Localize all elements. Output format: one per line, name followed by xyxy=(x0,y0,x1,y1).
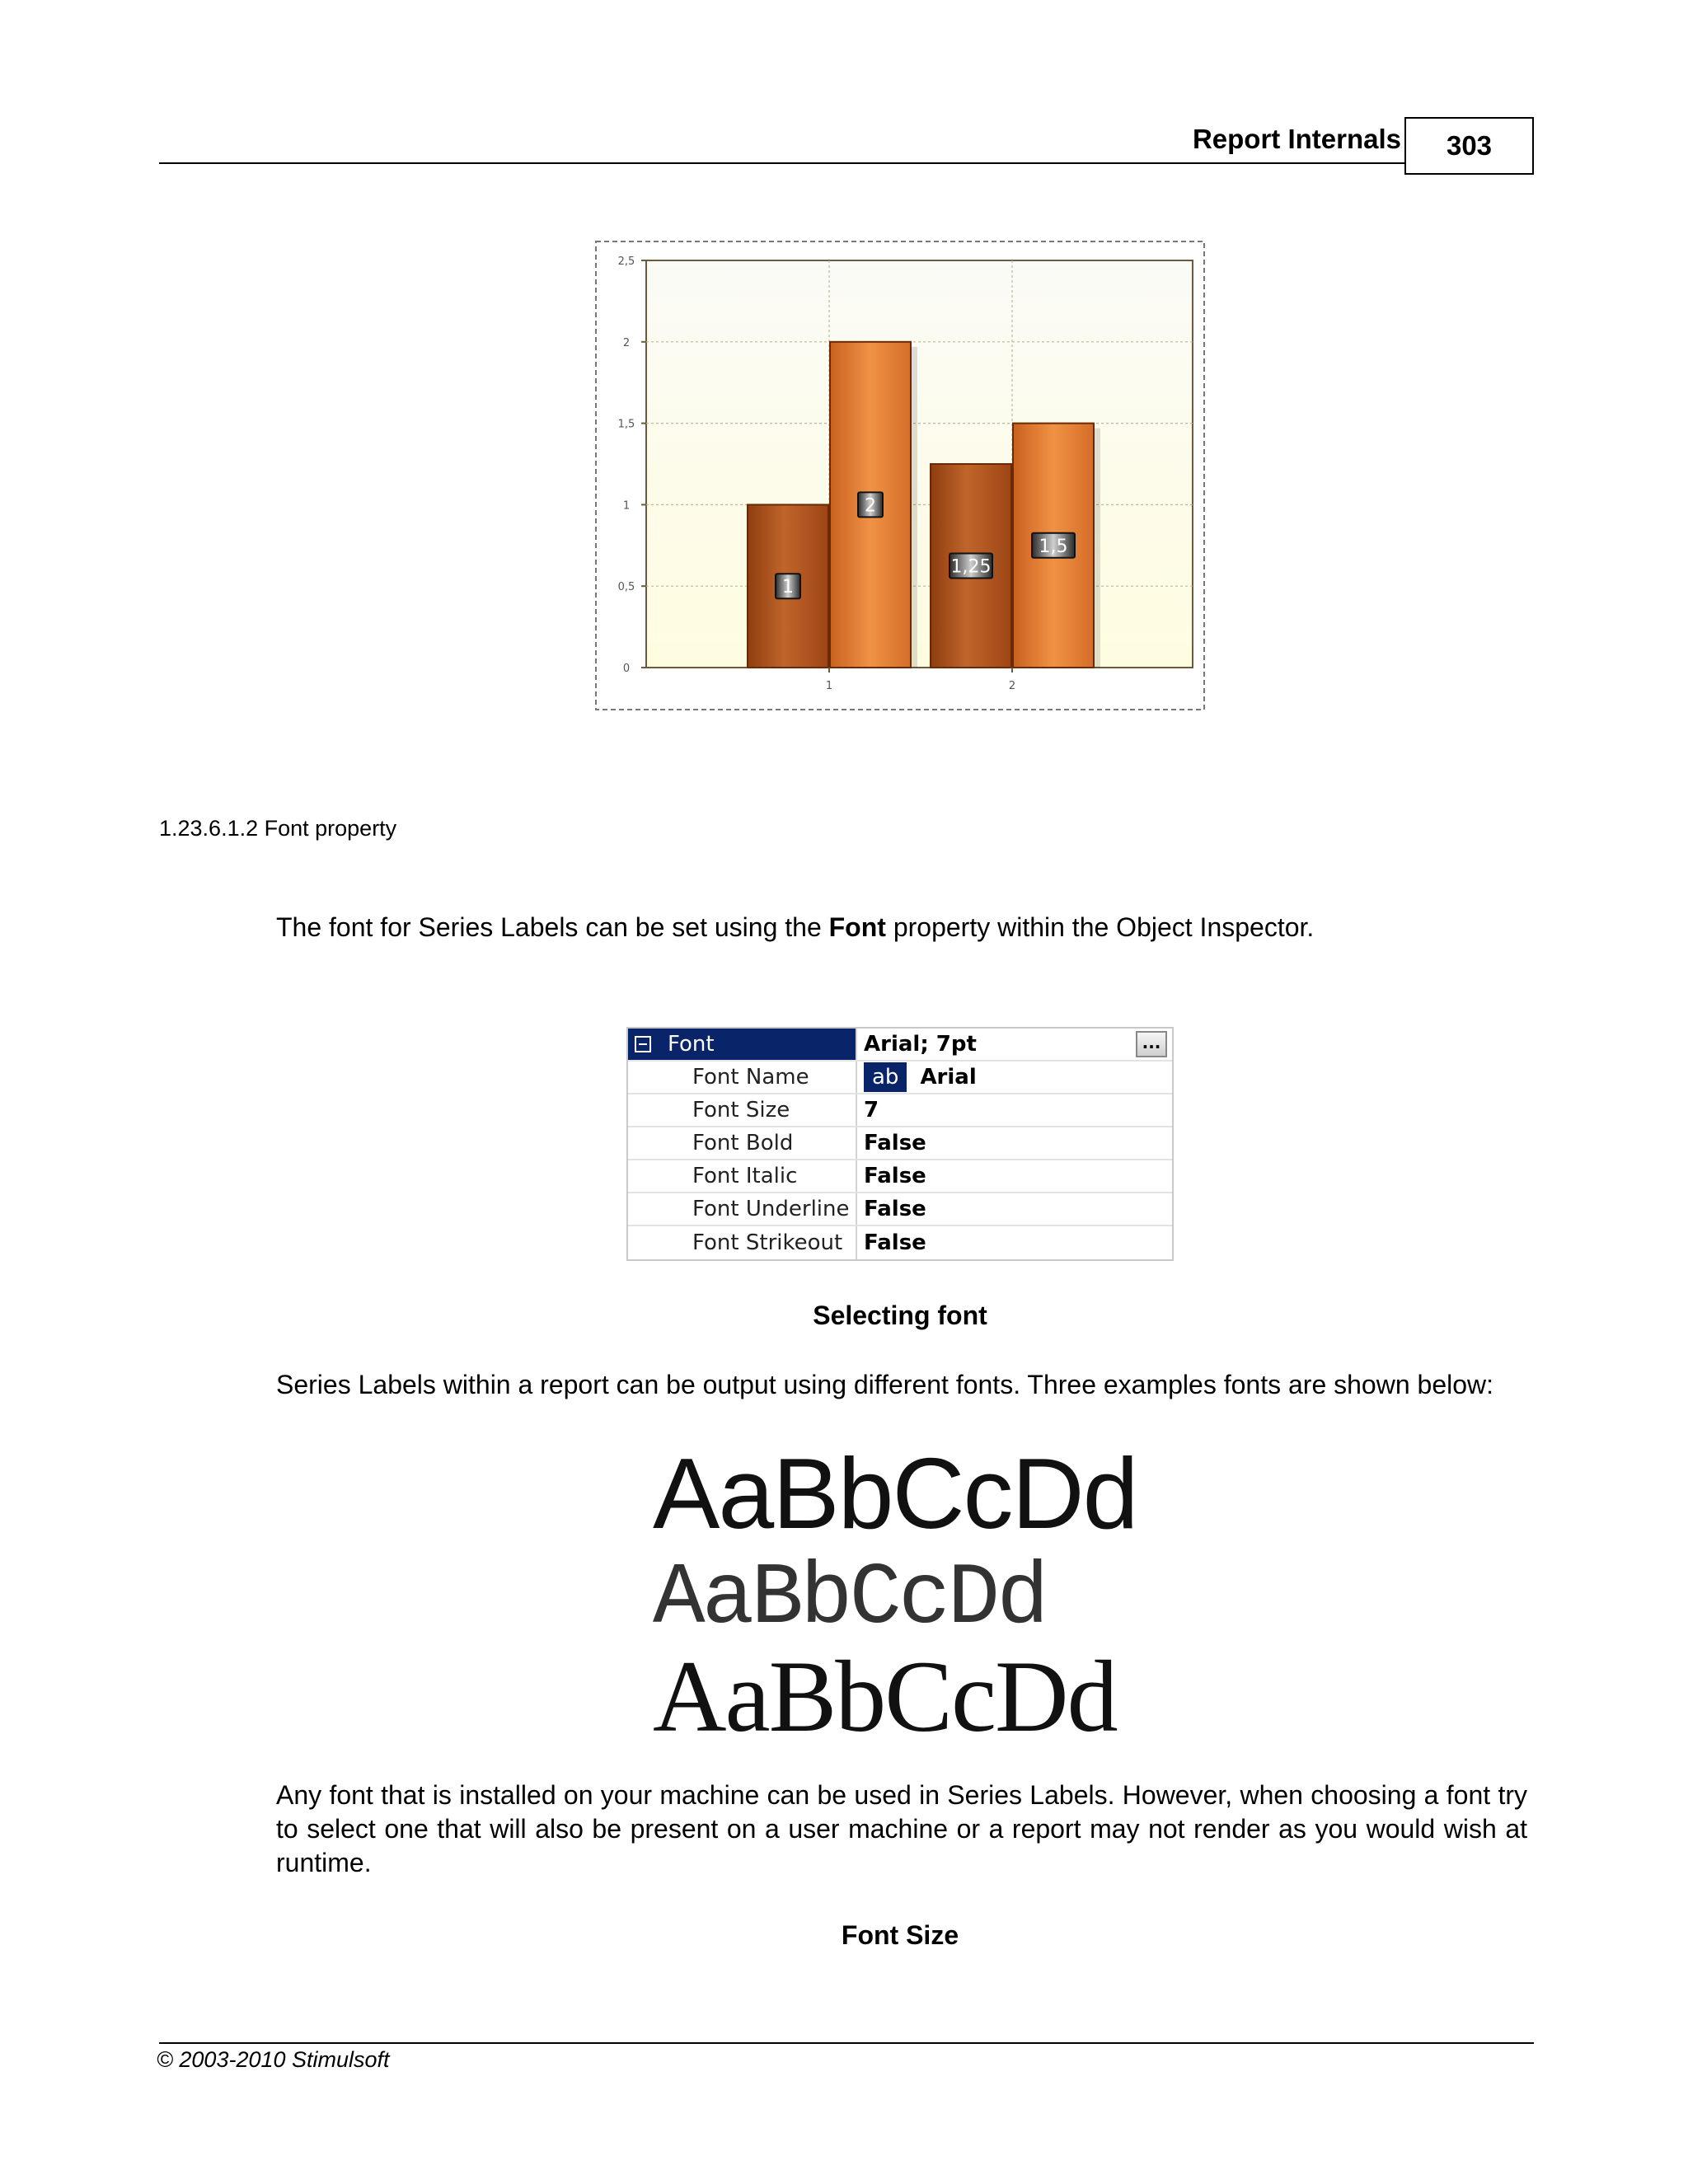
property-value[interactable]: False xyxy=(864,1230,926,1255)
font-dialog-button[interactable]: ... xyxy=(1136,1031,1167,1057)
plot-area xyxy=(646,260,1193,668)
property-value[interactable]: 7 xyxy=(864,1098,879,1122)
caption-font-size: Font Size xyxy=(841,1920,959,1950)
font-group-label: Font xyxy=(668,1032,715,1057)
font-group-value[interactable] xyxy=(857,1029,1172,1060)
property-name: Font Underline xyxy=(628,1193,857,1225)
font-group-row[interactable] xyxy=(628,1029,1172,1062)
x-tick-label: 2 xyxy=(1008,680,1016,692)
y-tick-label: 0 xyxy=(622,663,631,675)
bar-chart-svg xyxy=(595,241,1205,710)
page-number: 303 xyxy=(1404,117,1534,175)
property-row-font-italic[interactable] xyxy=(628,1160,1172,1193)
property-name: Font Italic xyxy=(628,1160,857,1192)
header-rule xyxy=(159,162,1405,164)
collapse-icon[interactable] xyxy=(635,1036,651,1052)
examples-paragraph: Series Labels within a report can be output using different fonts. Three examples fonts are shown below: xyxy=(276,1370,1494,1399)
data-label: 2 xyxy=(865,495,876,517)
y-tick-label: 0,5 xyxy=(617,581,635,594)
property-row-font-bold[interactable] xyxy=(628,1127,1172,1160)
font-property-grid xyxy=(626,1027,1174,1261)
running-header-title: Report Internals xyxy=(1192,124,1401,154)
data-label: 1,5 xyxy=(1039,536,1068,557)
y-tick-label: 2 xyxy=(622,336,631,349)
property-row-font-size[interactable] xyxy=(628,1094,1172,1127)
property-name: Font Size xyxy=(628,1094,857,1126)
caption-selecting-font: Selecting font xyxy=(813,1301,987,1330)
property-value[interactable]: False xyxy=(864,1197,926,1221)
property-value[interactable] xyxy=(857,1062,1172,1093)
property-value-text: Arial xyxy=(920,1065,977,1090)
data-label: 1 xyxy=(782,577,794,598)
property-value[interactable]: False xyxy=(864,1131,926,1155)
bar-chart xyxy=(595,241,1205,710)
section-label: 1.23.6.1.2 Font property xyxy=(159,816,397,841)
property-row-font-underline[interactable] xyxy=(628,1193,1172,1226)
intro-text: The font for Series Labels can be set using the xyxy=(276,912,829,942)
y-tick-label: 2,5 xyxy=(617,255,635,268)
font-preview-icon: ab xyxy=(864,1062,907,1092)
property-row-font-name[interactable] xyxy=(628,1062,1172,1094)
property-name: Font Strikeout xyxy=(628,1226,857,1259)
x-tick-label: 1 xyxy=(825,680,833,692)
installed-fonts-paragraph: Any font that is installed on your machine can be used in Series Labels. However, when choosing a font try to select one that will also be present on a user machine or a report may not render as you would wish at runtime. xyxy=(276,1780,1527,1877)
intro-bold: Font xyxy=(828,912,886,942)
font-group-value-text: Arial; 7pt xyxy=(864,1032,977,1057)
data-label: 1,25 xyxy=(950,556,992,578)
y-tick-label: 1 xyxy=(622,499,631,513)
intro-paragraph xyxy=(276,911,1527,944)
property-name: Font Bold xyxy=(628,1127,857,1159)
property-name: Font Name xyxy=(628,1062,857,1093)
y-tick-label: 1,5 xyxy=(617,418,635,431)
font-sample-serif: AaBbCcDd xyxy=(653,1640,1117,1753)
font-group-name xyxy=(628,1029,857,1060)
property-value[interactable]: False xyxy=(864,1164,926,1188)
property-row-font-strikeout[interactable] xyxy=(628,1226,1172,1259)
font-sample-mono: AaBbCcDd xyxy=(653,1549,1046,1648)
intro-text-after: property within the Object Inspector. xyxy=(885,912,1315,942)
footer-copyright: © 2003-2010 Stimulsoft xyxy=(157,2047,390,2072)
font-sample-sans: AaBbCcDd xyxy=(653,1437,1137,1549)
footer-rule xyxy=(159,2042,1534,2044)
